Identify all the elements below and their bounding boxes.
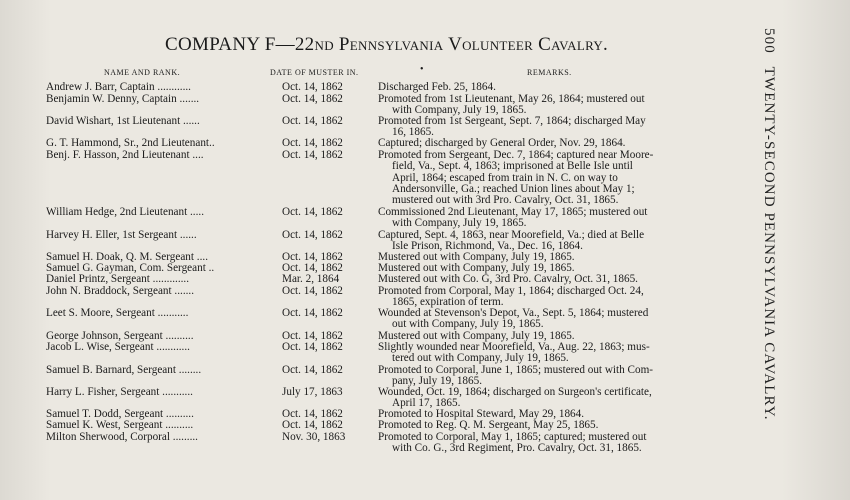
- remarks-line: Promoted to Reg. Q. M. Sergeant, May 25, 1865.: [378, 419, 599, 431]
- name-rank: Harry L. Fisher, Sergeant ...........: [46, 387, 193, 398]
- remarks-line: tered out with Company, July 19, 1865.: [392, 352, 569, 365]
- remarks-line: mustered out with 3rd Pro. Cavalry, Oct. 31, 1865.: [392, 194, 619, 207]
- muster-date: Oct. 14, 1862: [282, 307, 343, 319]
- muster-date: Oct. 14, 1862: [282, 229, 343, 241]
- remarks-line: field, Va., Sept. 4, 1863; imprisoned at Belle Isle until: [392, 160, 633, 173]
- remarks-line: Discharged Feb. 25, 1864.: [378, 81, 496, 93]
- header-name: NAME AND RANK.: [104, 68, 181, 77]
- remarks-line: with Company, July 19, 1865.: [392, 217, 527, 230]
- remarks-line: Promoted from Corporal, May 1, 1864; discharged Oct. 24,: [378, 285, 644, 297]
- remarks: [378, 230, 738, 253]
- remarks-line: Captured; discharged by General Order, Nov. 29, 1864.: [378, 137, 626, 149]
- remarks-line: Promoted from 1st Sergeant, Sept. 7, 1864; discharged May: [378, 115, 646, 127]
- muster-date: Oct. 14, 1862: [282, 341, 343, 353]
- muster-date: Oct. 14, 1862: [282, 408, 343, 420]
- running-title: TWENTY-SECOND PENNSYLVANIA CAVALRY.: [761, 66, 777, 421]
- name-rank: Samuel G. Gayman, Com. Sergeant ..: [46, 263, 215, 274]
- remarks: [378, 286, 738, 309]
- remarks: [378, 94, 738, 117]
- name-rank: Samuel K. West, Sergeant ..........: [46, 420, 194, 431]
- muster-date: Nov. 30, 1863: [282, 431, 346, 443]
- remarks-line: Slightly wounded near Moorefield, Va., Aug. 22, 1863; mus-: [378, 341, 650, 353]
- muster-date: Oct. 14, 1862: [282, 419, 343, 431]
- remarks: [378, 308, 738, 331]
- muster-date: Mar. 2, 1864: [282, 273, 340, 285]
- remarks-line: Captured, Sept. 4, 1863, near Moorefield, Va.; died at Belle: [378, 229, 645, 241]
- muster-date: Oct. 14, 1862: [282, 149, 343, 161]
- book-page: COMPANY F—22nd Pennsylvania Volunteer Cavalry. • NAME AND RANK. DATE OF MUSTER IN. REMARKS. 500 TWENTY-SECOND PENNSYLVANIA CAVALRY. Andrew J. Barr, Captain ............ Oct. 14, 1862 Discharged Feb. 25, 1864. Benjamin W. Denny, Captain ....... Oct. 14, 1862 Promoted from 1st Lieutenant, May 26, 1864; mustered out with Company, July 19, 1865. David Wishart, 1st Lieutenant ...... Oct. 14, 1862 Promoted from 1st Sergeant, Sept. 7, 1864; discharged May 16, 1865. G. T. Hammond, Sr., 2nd Lieutenant.. Oct. 14, 1862 Captured; discharged by General Order, Nov. 29, 1864. Benj. F. Hasson, 2nd Lieutenant .... Oct. 14, 1862 Promoted from Sergeant, Dec. 7, 1864; captured near Moore- field, Va., Sept. 4, 1863; imprisoned at Belle Isle until April, 1864; escaped from train in N. C. on way to Andersonville, Ga.; reached Union lines about May 1; mustered out with 3rd Pro. Cavalry, Oct. 31, 1865. William Hedge, 2nd Lieutenant ..... Oct. 14, 1862 Commissioned 2nd Lieutenant, May 17, 1865; mustered out with Company, July 19, 1865. Harvey H. Eller, 1st Sergeant ...... Oct. 14, 1862 Captured, Sept. 4, 1863, near Moorefield, Va.; died at Belle Isle Prison, Richmond, Va., Dec. 16, 1864. Samuel H. Doak, Q. M. Sergeant .... Oct. 14, 1862 Mustered out with Company, July 19, 1865. Samuel G. Gayman, Com. Sergeant .. Oct. 14, 1862 Mustered out with Company, July 19, 1865. Daniel Printz, Sergeant ............. Mar. 2, 1864 Mustered out with Co. G, 3rd Pro. Cavalry, Oct. 31, 1865. John N. Braddock, Sergeant ....... Oct. 14, 1862 Promoted from Corporal, May 1, 1864; discharged Oct. 24, 1865, expiration of term. Leet S. Moore, Sergeant ........... Oct. 14, 1862 Wounded at Stevenson's Depot, Va., Sept. 5, 1864; mustered out with Company, July 19, 1865. George Johnson, Sergeant .......... Oct. 14, 1862 Mustered out with Company, July 19, 1865. Jacob L. Wise, Sergeant ............ Oct. 14, 1862 Slightly wounded near Moorefield, Va., Aug. 22, 1863; mus- tered out with Company, July 19, 1865. Samuel B. Barnard, Sergeant ........ Oct. 14, 1862 Promoted to Corporal, June 1, 1865; mustered out with Com- pany, July 19, 1865. Harry L. Fisher, Sergeant ........... July 17, 1863 Wounded, Oct. 19, 1864; discharged on Surgeon's certificate, April 17, 1865. Samuel T. Dodd, Sergeant .......... Oct. 14, 1862 Promoted to Hospital Steward, May 29, 1864. Samuel K. West, Sergeant .......... Oct. 14, 1862 Promoted to Reg. Q. M. Sergeant, May 25, 1865. Milton Sherwood, Corporal ......... Nov. 30, 1863 Promoted to Corporal, May 1, 1865; captured; mustered out with Co. G., 3rd Regiment, Pro. Cavalry, Oct. 31, 1865.: [0, 0, 850, 500]
- name-rank: Andrew J. Barr, Captain ............: [46, 82, 191, 93]
- remarks: [378, 207, 738, 230]
- remarks-line: Commissioned 2nd Lieutenant, May 17, 1865; mustered out: [378, 206, 648, 218]
- name-rank: Daniel Printz, Sergeant .............: [46, 274, 190, 285]
- remarks: [378, 420, 738, 431]
- name-rank: John N. Braddock, Sergeant .......: [46, 286, 195, 297]
- name-rank: Benjamin W. Denny, Captain .......: [46, 94, 200, 105]
- name-rank: Samuel H. Doak, Q. M. Sergeant ....: [46, 252, 208, 263]
- remarks-line: Promoted from Sergeant, Dec. 7, 1864; captured near Moore-: [378, 149, 654, 161]
- header-remarks: REMARKS.: [527, 68, 572, 77]
- muster-date: Oct. 14, 1862: [282, 93, 343, 105]
- name-rank: Samuel B. Barnard, Sergeant ........: [46, 365, 202, 376]
- remarks-line: Promoted to Corporal, May 1, 1865; captured; mustered out: [378, 431, 647, 443]
- remarks-line: Mustered out with Company, July 19, 1865.: [378, 262, 575, 274]
- remarks-line: Wounded, Oct. 19, 1864; discharged on Surgeon's certificate,: [378, 386, 652, 398]
- name-rank: Milton Sherwood, Corporal .........: [46, 432, 198, 443]
- remarks-line: with Co. G., 3rd Regiment, Pro. Cavalry, Oct. 31, 1865.: [392, 442, 642, 455]
- remarks-line: Promoted to Corporal, June 1, 1865; mustered out with Com-: [378, 364, 654, 376]
- remarks: [378, 387, 738, 410]
- remarks: [378, 365, 738, 388]
- remarks-line: Mustered out with Co. G, 3rd Pro. Cavalry, Oct. 31, 1865.: [378, 273, 638, 285]
- remarks-line: with Company, July 19, 1865.: [392, 104, 527, 117]
- remarks-line: out with Company, July 19, 1865.: [392, 318, 544, 331]
- name-rank: George Johnson, Sergeant ..........: [46, 331, 194, 342]
- page-number: 500: [761, 28, 777, 54]
- remarks: [378, 342, 738, 365]
- name-rank: Harvey H. Eller, 1st Sergeant ......: [46, 230, 197, 241]
- remarks-line: Mustered out with Company, July 19, 1865.: [378, 330, 575, 342]
- remarks-line: pany, July 19, 1865.: [392, 375, 483, 388]
- remarks-line: April, 1864; escaped from train in N. C. on way to: [392, 171, 618, 184]
- page-title: COMPANY F—22nd Pennsylvania Volunteer Cavalry.: [165, 34, 609, 55]
- muster-date: Oct. 14, 1862: [282, 137, 343, 149]
- running-header: [760, 28, 777, 421]
- muster-date: Oct. 14, 1862: [282, 330, 343, 342]
- name-rank: William Hedge, 2nd Lieutenant .....: [46, 207, 204, 218]
- name-rank: G. T. Hammond, Sr., 2nd Lieutenant..: [46, 138, 215, 149]
- muster-date: Oct. 14, 1862: [282, 262, 343, 274]
- remarks: [378, 432, 738, 455]
- muster-date: Oct. 14, 1862: [282, 285, 343, 297]
- muster-date: Oct. 14, 1862: [282, 115, 343, 127]
- name-rank: Benj. F. Hasson, 2nd Lieutenant ....: [46, 150, 204, 161]
- remarks-line: Promoted from 1st Lieutenant, May 26, 1864; mustered out: [378, 93, 645, 105]
- remarks-line: Wounded at Stevenson's Depot, Va., Sept. 5, 1864; mustered: [378, 307, 649, 319]
- remarks: [378, 116, 738, 139]
- name-rank: Jacob L. Wise, Sergeant ............: [46, 342, 190, 353]
- muster-date: Oct. 14, 1862: [282, 364, 343, 376]
- muster-date: Oct. 14, 1862: [282, 81, 343, 93]
- remarks-line: Promoted to Hospital Steward, May 29, 1864.: [378, 408, 585, 420]
- remarks: [378, 138, 738, 149]
- muster-date: Oct. 14, 1862: [282, 206, 343, 218]
- remarks: [378, 82, 738, 93]
- muster-date: Oct. 14, 1862: [282, 251, 343, 263]
- muster-date: July 17, 1863: [282, 386, 343, 398]
- remarks-line: 16, 1865.: [392, 126, 434, 139]
- name-rank: Leet S. Moore, Sergeant ...........: [46, 308, 189, 319]
- remarks-line: April 17, 1865.: [392, 397, 461, 410]
- remarks-line: Mustered out with Company, July 19, 1865.: [378, 251, 575, 263]
- remarks: [378, 150, 738, 206]
- remarks: [378, 274, 738, 285]
- remarks-line: 1865, expiration of term.: [392, 296, 504, 309]
- name-rank: Samuel T. Dodd, Sergeant ..........: [46, 409, 194, 420]
- name-rank: David Wishart, 1st Lieutenant ......: [46, 116, 200, 127]
- remarks-line: Andersonville, Ga.; reached Union lines about May 1;: [392, 182, 635, 195]
- remarks-line: Isle Prison, Richmond, Va., Dec. 16, 1864.: [392, 240, 583, 253]
- header-date: DATE OF MUSTER IN.: [270, 68, 359, 77]
